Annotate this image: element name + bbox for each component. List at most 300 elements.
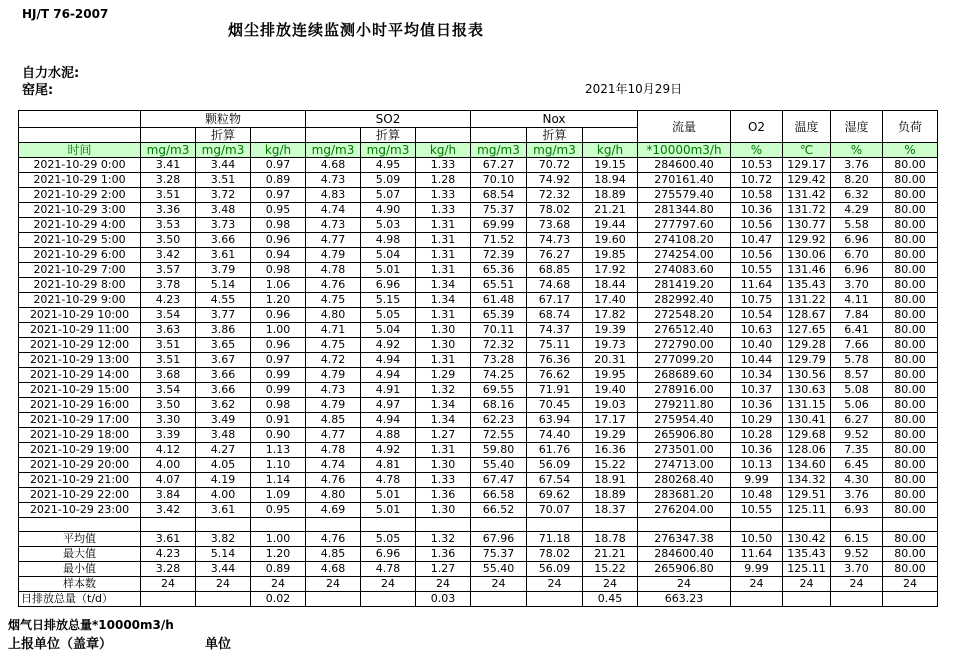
value-cell: 80.00 (883, 458, 938, 473)
empty-cell (831, 518, 883, 532)
unit-cell: mg/m3 (361, 143, 416, 158)
value-cell: 80.00 (883, 173, 938, 188)
value-cell: 19.39 (583, 323, 638, 338)
value-cell: 10.47 (731, 233, 783, 248)
value-cell: 3.39 (141, 428, 196, 443)
value-cell: 1.31 (416, 218, 471, 233)
empty-cell (251, 518, 306, 532)
value-cell: 281344.80 (638, 203, 731, 218)
value-cell: 3.79 (196, 263, 251, 278)
value-cell: 1.31 (416, 248, 471, 263)
summary-value-cell (141, 592, 196, 607)
value-cell: 134.32 (783, 473, 831, 488)
value-cell: 1.09 (251, 488, 306, 503)
value-cell: 20.31 (583, 353, 638, 368)
value-cell: 80.00 (883, 383, 938, 398)
value-cell: 129.92 (783, 233, 831, 248)
value-cell: 10.13 (731, 458, 783, 473)
data-row (19, 488, 938, 503)
value-cell: 1.30 (416, 323, 471, 338)
value-cell: 6.45 (831, 458, 883, 473)
summary-value-cell: 75.37 (471, 547, 527, 562)
value-cell: 10.44 (731, 353, 783, 368)
summary-value-cell (306, 592, 361, 607)
value-cell: 275954.40 (638, 413, 731, 428)
header-so2-converted: 折算 (361, 128, 416, 143)
value-cell: 4.79 (306, 248, 361, 263)
data-row (19, 173, 938, 188)
value-cell: 3.66 (196, 233, 251, 248)
value-cell: 1.34 (416, 293, 471, 308)
value-cell: 70.11 (471, 323, 527, 338)
value-cell: 278916.00 (638, 383, 731, 398)
value-cell: 1.00 (251, 323, 306, 338)
value-cell: 4.69 (306, 503, 361, 518)
value-cell: 130.41 (783, 413, 831, 428)
value-cell: 72.39 (471, 248, 527, 263)
value-cell: 75.11 (527, 338, 583, 353)
value-cell: 129.17 (783, 158, 831, 173)
time-cell: 2021-10-29 21:00 (19, 473, 141, 488)
value-cell: 4.92 (361, 443, 416, 458)
summary-value-cell: 24 (141, 577, 196, 592)
report-date: 2021年10月29日 (585, 82, 683, 96)
summary-value-cell: 15.22 (583, 562, 638, 577)
value-cell: 6.32 (831, 188, 883, 203)
value-cell: 0.96 (251, 308, 306, 323)
value-cell: 0.95 (251, 503, 306, 518)
data-row (19, 368, 938, 383)
value-cell: 8.20 (831, 173, 883, 188)
value-cell: 3.76 (831, 158, 883, 173)
value-cell: 1.13 (251, 443, 306, 458)
value-cell: 4.73 (306, 173, 361, 188)
summary-label-cell: 最大值 (19, 547, 141, 562)
value-cell: 3.54 (141, 383, 196, 398)
value-cell: 274083.60 (638, 263, 731, 278)
data-row (19, 458, 938, 473)
summary-value-cell: 5.14 (196, 547, 251, 562)
value-cell: 1.30 (416, 338, 471, 353)
value-cell: 5.07 (361, 188, 416, 203)
time-cell: 2021-10-29 14:00 (19, 368, 141, 383)
value-cell: 1.30 (416, 503, 471, 518)
value-cell: 280268.40 (638, 473, 731, 488)
value-cell: 74.40 (527, 428, 583, 443)
summary-value-cell: 1.00 (251, 532, 306, 547)
value-cell: 129.51 (783, 488, 831, 503)
value-cell: 135.43 (783, 278, 831, 293)
time-cell: 2021-10-29 16:00 (19, 398, 141, 413)
value-cell: 10.40 (731, 338, 783, 353)
value-cell: 0.94 (251, 248, 306, 263)
value-cell: 274713.00 (638, 458, 731, 473)
summary-value-cell (831, 592, 883, 607)
value-cell: 130.06 (783, 248, 831, 263)
value-cell: 6.93 (831, 503, 883, 518)
value-cell: 274254.00 (638, 248, 731, 263)
value-cell: 72.32 (471, 338, 527, 353)
value-cell: 21.21 (583, 203, 638, 218)
value-cell: 8.57 (831, 368, 883, 383)
value-cell: 4.78 (361, 473, 416, 488)
value-cell: 4.29 (831, 203, 883, 218)
unit-cell: mg/m3 (471, 143, 527, 158)
summary-value-cell (783, 592, 831, 607)
summary-value-cell: 125.11 (783, 562, 831, 577)
value-cell: 3.73 (196, 218, 251, 233)
value-cell: 5.04 (361, 323, 416, 338)
value-cell: 1.34 (416, 278, 471, 293)
empty-cell (416, 518, 471, 532)
summary-value-cell: 3.82 (196, 532, 251, 547)
summary-value-cell: 24 (361, 577, 416, 592)
value-cell: 80.00 (883, 488, 938, 503)
value-cell: 4.07 (141, 473, 196, 488)
summary-row (19, 532, 938, 547)
header-empty-cell (583, 128, 638, 143)
summary-label-cell: 平均值 (19, 532, 141, 547)
value-cell: 4.78 (306, 263, 361, 278)
value-cell: 80.00 (883, 503, 938, 518)
time-cell: 2021-10-29 17:00 (19, 413, 141, 428)
value-cell: 10.72 (731, 173, 783, 188)
value-cell: 72.32 (527, 188, 583, 203)
table-header (19, 111, 938, 158)
value-cell: 1.06 (251, 278, 306, 293)
value-cell: 129.28 (783, 338, 831, 353)
summary-value-cell: 67.96 (471, 532, 527, 547)
standard-number: HJ/T 76-2007 (22, 7, 109, 21)
summary-value-cell: 5.05 (361, 532, 416, 547)
value-cell: 3.48 (196, 428, 251, 443)
data-row (19, 158, 938, 173)
time-cell: 2021-10-29 0:00 (19, 158, 141, 173)
summary-value-cell: 265906.80 (638, 562, 731, 577)
value-cell: 74.92 (527, 173, 583, 188)
value-cell: 276512.40 (638, 323, 731, 338)
value-cell: 10.53 (731, 158, 783, 173)
value-cell: 284600.40 (638, 158, 731, 173)
value-cell: 274108.20 (638, 233, 731, 248)
unit-cell: mg/m3 (196, 143, 251, 158)
value-cell: 63.94 (527, 413, 583, 428)
value-cell: 3.76 (831, 488, 883, 503)
value-cell: 69.62 (527, 488, 583, 503)
summary-value-cell: 284600.40 (638, 547, 731, 562)
value-cell: 129.68 (783, 428, 831, 443)
value-cell: 80.00 (883, 353, 938, 368)
value-cell: 0.95 (251, 203, 306, 218)
value-cell: 4.72 (306, 353, 361, 368)
summary-value-cell: 6.15 (831, 532, 883, 547)
value-cell: 80.00 (883, 218, 938, 233)
value-cell: 268689.60 (638, 368, 731, 383)
summary-value-cell: 4.85 (306, 547, 361, 562)
header-empty-cell (251, 128, 306, 143)
value-cell: 9.52 (831, 428, 883, 443)
value-cell: 5.14 (196, 278, 251, 293)
value-cell: 3.65 (196, 338, 251, 353)
header-load: 负荷 (883, 111, 938, 143)
data-row (19, 383, 938, 398)
value-cell: 3.62 (196, 398, 251, 413)
value-cell: 10.55 (731, 503, 783, 518)
value-cell: 5.04 (361, 248, 416, 263)
value-cell: 4.83 (306, 188, 361, 203)
value-cell: 80.00 (883, 473, 938, 488)
summary-value-cell (361, 592, 416, 607)
summary-value-cell (527, 592, 583, 607)
value-cell: 66.58 (471, 488, 527, 503)
summary-value-cell (471, 592, 527, 607)
value-cell: 4.27 (196, 443, 251, 458)
value-cell: 5.78 (831, 353, 883, 368)
value-cell: 282992.40 (638, 293, 731, 308)
time-cell: 2021-10-29 13:00 (19, 353, 141, 368)
empty-cell (583, 518, 638, 532)
summary-label-cell: 样本数 (19, 577, 141, 592)
value-cell: 1.34 (416, 413, 471, 428)
value-cell: 19.85 (583, 248, 638, 263)
value-cell: 3.51 (141, 188, 196, 203)
value-cell: 3.50 (141, 398, 196, 413)
summary-value-cell: 1.36 (416, 547, 471, 562)
summary-value-cell: 0.02 (251, 592, 306, 607)
value-cell: 1.34 (416, 398, 471, 413)
footer-total-volume: 烟气日排放总量*10000m3/h (8, 618, 174, 632)
value-cell: 3.70 (831, 278, 883, 293)
value-cell: 19.73 (583, 338, 638, 353)
value-cell: 4.80 (306, 488, 361, 503)
value-cell: 80.00 (883, 368, 938, 383)
summary-value-cell: 24 (527, 577, 583, 592)
data-row (19, 233, 938, 248)
value-cell: 19.60 (583, 233, 638, 248)
value-cell: 65.36 (471, 263, 527, 278)
header-row-units (19, 143, 938, 158)
summary-value-cell: 4.68 (306, 562, 361, 577)
value-cell: 3.41 (141, 158, 196, 173)
value-cell: 4.12 (141, 443, 196, 458)
value-cell: 4.71 (306, 323, 361, 338)
value-cell: 281419.20 (638, 278, 731, 293)
header-temp: 温度 (783, 111, 831, 143)
summary-value-cell: 3.61 (141, 532, 196, 547)
value-cell: 6.96 (361, 278, 416, 293)
value-cell: 10.34 (731, 368, 783, 383)
summary-value-cell: 3.44 (196, 562, 251, 577)
value-cell: 19.44 (583, 218, 638, 233)
data-row (19, 218, 938, 233)
value-cell: 1.27 (416, 428, 471, 443)
value-cell: 78.02 (527, 203, 583, 218)
value-cell: 68.16 (471, 398, 527, 413)
value-cell: 67.47 (471, 473, 527, 488)
value-cell: 3.50 (141, 233, 196, 248)
value-cell: 1.31 (416, 308, 471, 323)
value-cell: 0.96 (251, 338, 306, 353)
value-cell: 19.95 (583, 368, 638, 383)
unit-cell: mg/m3 (141, 143, 196, 158)
value-cell: 276204.00 (638, 503, 731, 518)
value-cell: 68.74 (527, 308, 583, 323)
value-cell: 80.00 (883, 398, 938, 413)
value-cell: 4.73 (306, 218, 361, 233)
value-cell: 4.55 (196, 293, 251, 308)
value-cell: 128.06 (783, 443, 831, 458)
value-cell: 4.76 (306, 278, 361, 293)
summary-label-cell: 日排放总量（t/d） (19, 592, 141, 607)
value-cell: 1.36 (416, 488, 471, 503)
value-cell: 15.22 (583, 458, 638, 473)
value-cell: 1.31 (416, 353, 471, 368)
value-cell: 18.89 (583, 488, 638, 503)
value-cell: 273501.00 (638, 443, 731, 458)
value-cell: 3.72 (196, 188, 251, 203)
value-cell: 0.96 (251, 233, 306, 248)
value-cell: 0.91 (251, 413, 306, 428)
summary-value-cell: 0.89 (251, 562, 306, 577)
value-cell: 18.94 (583, 173, 638, 188)
value-cell: 10.63 (731, 323, 783, 338)
value-cell: 3.51 (196, 173, 251, 188)
value-cell: 10.56 (731, 218, 783, 233)
value-cell: 4.76 (306, 473, 361, 488)
report-table (18, 110, 938, 607)
page-title: 烟尘排放连续监测小时平均值日报表 (228, 21, 485, 39)
value-cell: 0.98 (251, 218, 306, 233)
value-cell: 0.98 (251, 263, 306, 278)
value-cell: 19.29 (583, 428, 638, 443)
value-cell: 18.91 (583, 473, 638, 488)
header-flow: 流量 (638, 111, 731, 143)
value-cell: 4.00 (141, 458, 196, 473)
value-cell: 4.94 (361, 353, 416, 368)
summary-value-cell: 24 (638, 577, 731, 592)
value-cell: 4.95 (361, 158, 416, 173)
summary-value-cell: 24 (416, 577, 471, 592)
summary-value-cell: 24 (251, 577, 306, 592)
empty-cell (306, 518, 361, 532)
value-cell: 19.15 (583, 158, 638, 173)
value-cell: 4.98 (361, 233, 416, 248)
value-cell: 80.00 (883, 158, 938, 173)
header-row-groups (19, 111, 938, 128)
summary-value-cell: 1.27 (416, 562, 471, 577)
summary-value-cell: 276347.38 (638, 532, 731, 547)
value-cell: 1.33 (416, 188, 471, 203)
time-cell: 2021-10-29 23:00 (19, 503, 141, 518)
data-row (19, 413, 938, 428)
value-cell: 4.91 (361, 383, 416, 398)
location-label: 窑尾: (22, 83, 54, 98)
value-cell: 4.78 (306, 443, 361, 458)
value-cell: 3.51 (141, 338, 196, 353)
time-cell: 2021-10-29 6:00 (19, 248, 141, 263)
value-cell: 62.23 (471, 413, 527, 428)
header-group-pm: 颗粒物 (141, 111, 306, 128)
value-cell: 1.33 (416, 473, 471, 488)
value-cell: 80.00 (883, 203, 938, 218)
summary-value-cell (883, 592, 938, 607)
value-cell: 7.66 (831, 338, 883, 353)
value-cell: 10.36 (731, 398, 783, 413)
value-cell: 6.96 (831, 263, 883, 278)
value-cell: 73.68 (527, 218, 583, 233)
value-cell: 68.85 (527, 263, 583, 278)
value-cell: 17.82 (583, 308, 638, 323)
value-cell: 4.75 (306, 338, 361, 353)
header-empty-cell (19, 111, 141, 128)
value-cell: 6.96 (831, 233, 883, 248)
value-cell: 55.40 (471, 458, 527, 473)
value-cell: 9.99 (731, 473, 783, 488)
summary-row (19, 592, 938, 607)
data-row (19, 323, 938, 338)
time-cell: 2021-10-29 3:00 (19, 203, 141, 218)
summary-value-cell: 4.76 (306, 532, 361, 547)
unit-cell: kg/h (416, 143, 471, 158)
value-cell: 67.27 (471, 158, 527, 173)
header-group-nox: Nox (471, 111, 638, 128)
value-cell: 17.17 (583, 413, 638, 428)
value-cell: 270161.40 (638, 173, 731, 188)
value-cell: 1.33 (416, 158, 471, 173)
value-cell: 4.79 (306, 398, 361, 413)
value-cell: 0.97 (251, 158, 306, 173)
value-cell: 3.63 (141, 323, 196, 338)
summary-value-cell: 11.64 (731, 547, 783, 562)
value-cell: 3.28 (141, 173, 196, 188)
value-cell: 277797.60 (638, 218, 731, 233)
unit-cell: mg/m3 (527, 143, 583, 158)
value-cell: 4.88 (361, 428, 416, 443)
value-cell: 65.51 (471, 278, 527, 293)
summary-value-cell: 24 (831, 577, 883, 592)
value-cell: 1.33 (416, 203, 471, 218)
data-row (19, 338, 938, 353)
value-cell: 131.22 (783, 293, 831, 308)
value-cell: 6.41 (831, 323, 883, 338)
value-cell: 1.31 (416, 233, 471, 248)
value-cell: 3.54 (141, 308, 196, 323)
data-row (19, 398, 938, 413)
value-cell: 74.37 (527, 323, 583, 338)
value-cell: 0.99 (251, 368, 306, 383)
summary-value-cell: 78.02 (527, 547, 583, 562)
value-cell: 3.86 (196, 323, 251, 338)
value-cell: 80.00 (883, 263, 938, 278)
summary-value-cell: 24 (883, 577, 938, 592)
value-cell: 4.74 (306, 203, 361, 218)
summary-value-cell: 6.96 (361, 547, 416, 562)
value-cell: 130.63 (783, 383, 831, 398)
value-cell: 76.62 (527, 368, 583, 383)
value-cell: 71.91 (527, 383, 583, 398)
value-cell: 6.70 (831, 248, 883, 263)
value-cell: 4.77 (306, 428, 361, 443)
time-cell: 2021-10-29 9:00 (19, 293, 141, 308)
value-cell: 131.15 (783, 398, 831, 413)
summary-row (19, 547, 938, 562)
time-cell: 2021-10-29 5:00 (19, 233, 141, 248)
value-cell: 5.03 (361, 218, 416, 233)
unit-cell: kg/h (583, 143, 638, 158)
value-cell: 6.27 (831, 413, 883, 428)
value-cell: 3.53 (141, 218, 196, 233)
empty-cell (783, 518, 831, 532)
